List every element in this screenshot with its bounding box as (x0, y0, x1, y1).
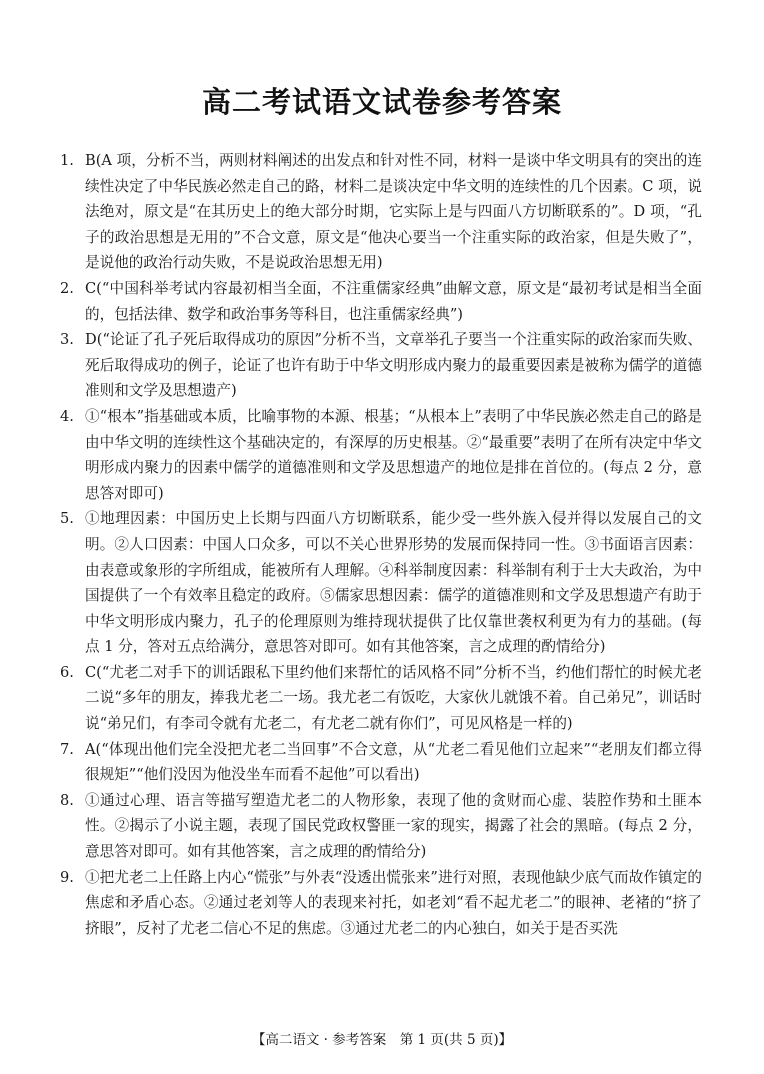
page-title: 高二考试语文试卷参考答案 (201, 85, 562, 119)
answer-text: B(A 项，分析不当，两则材料阐述的出发点和针对性不同，材料一是谈中华文明具有的突出的连续性决定了中华民族必然走自己的路，材料二是谈决定中华文明的连续性的几个因素。C 项，说法绝对，原文是“在其历史上的绝大部分时期，它实际上是与四面八方切断联系的”。D 项，“孔子的政治思想是无用的”不合文意，原文是“他决心要当一个注重实际的政治家，但是失败了”，是说他的政治行动失败，不是说政治思想无用) (85, 152, 702, 272)
answer-item-5 (60, 506, 702, 660)
answer-text: ①通过心理、语言等描写塑造尤老二的人物形象，表现了他的贪财而心虚、装腔作势和土匪本性。②揭示了小说主题，表现了国民党政权警匪一家的现实，揭露了社会的黑暗。(每点 2 分，意思答对即可。如有其他答案，言之成理的酌情给分) (85, 791, 702, 861)
answer-item-8 (60, 788, 702, 865)
answer-list (60, 148, 702, 941)
answer-text: ①地理因素：中国历史上长期与四面八方切断联系，能少受一些外族入侵并得以发展自己的文明。②人口因素：中国人口众多，可以不关心世界形势的发展而保持同一性。③书面语言因素：由表意或象形的字所组成，能被所有人理解。④科举制度因素：科举制有利于士大夫政治，为中国提供了一个有效率且稳定的政府。⑤儒家思想因素：儒学的道德准则和文学及思想遗产有助于中华文明形成内聚力，孔子的伦理原则为维持现状提供了比仅靠世袭权利更为有力的基础。(每点 1 分，答对五点给满分，意思答对即可。如有其他答案，言之成理的酌情给分) (85, 510, 702, 656)
answer-item-6 (60, 660, 702, 737)
answer-text: D(“论证了孔子死后取得成功的原因”分析不当，文章举孔子要当一个注重实际的政治家而失败、死后取得成功的例子，论证了也许有助于中华文明形成内聚力的最重要因素是被称为儒学的道德准则和文学及思想遗产) (85, 331, 702, 400)
answer-item-7 (60, 737, 702, 788)
answer-number: 7. (60, 740, 74, 758)
answer-text: A(“体现出他们完全没把尤老二当回事”不合文意，从“尤老二看见他们立起来”“老朋友们都立得很规矩”“他们没因为他没坐车而看不起他”可以看出) (85, 740, 702, 784)
answer-number: 4. (60, 407, 74, 425)
answer-item-4 (60, 404, 702, 506)
answer-text: C(“中国科举考试内容最初相当全面，不注重儒家经典”曲解文意，原文是“最初考试是相当全面的，包括法律、数学和政治事务等科目，也注重儒家经典”) (85, 279, 702, 323)
answer-number: 3. (60, 331, 74, 349)
answer-item-1 (60, 148, 702, 276)
answer-number: 8. (60, 791, 74, 809)
answer-number: 9. (60, 868, 74, 886)
page-footer: 【高二语文 · 参考答案 第 1 页(共 5 页)】 (251, 1032, 513, 1048)
answer-number: 2. (60, 279, 74, 297)
answer-item-3 (60, 327, 702, 404)
answer-number: 5. (60, 510, 74, 528)
answer-item-2 (60, 276, 702, 327)
answer-number: 1. (60, 152, 74, 169)
answer-text: C(“尤老二对手下的训话跟私下里约他们来帮忙的话风格不同”分析不当，约他们帮忙的时候尤老二说“多年的朋友，捧我尤老二一场。我尤老二有饭吃，大家伙儿就饿不着。自己弟兄”，训话时说“弟兄们，有李司令就有尤老二，有尤老二就有你们”，可见风格是一样的) (85, 663, 702, 733)
answer-text: ①“根本”指基础或本质，比喻事物的本源、根基；“从根本上”表明了中华民族必然走自己的路是由中华文明的连续性这个基础决定的，有深厚的历史根基。②“最重要”表明了在所有决定中华文明形成内聚力的因素中儒学的道德准则和文学及思想遗产的地位是排在首位的。(每点 2 分，意思答对即可) (85, 407, 702, 502)
answer-number: 6. (60, 663, 74, 681)
answer-text: ①把尤老二上任路上内心“慌张”与外表“没透出慌张来”进行对照，表现他缺少底气而故作镇定的焦虑和矛盾心态。②通过老刘等人的表现来衬托，如老刘“看不起尤老二”的眼神、老褚的“挤了挤眼”，反衬了尤老二信心不足的焦虑。③通过尤老二的内心独白，如关于是否买洗 (85, 868, 702, 937)
answer-item-9 (60, 865, 702, 942)
